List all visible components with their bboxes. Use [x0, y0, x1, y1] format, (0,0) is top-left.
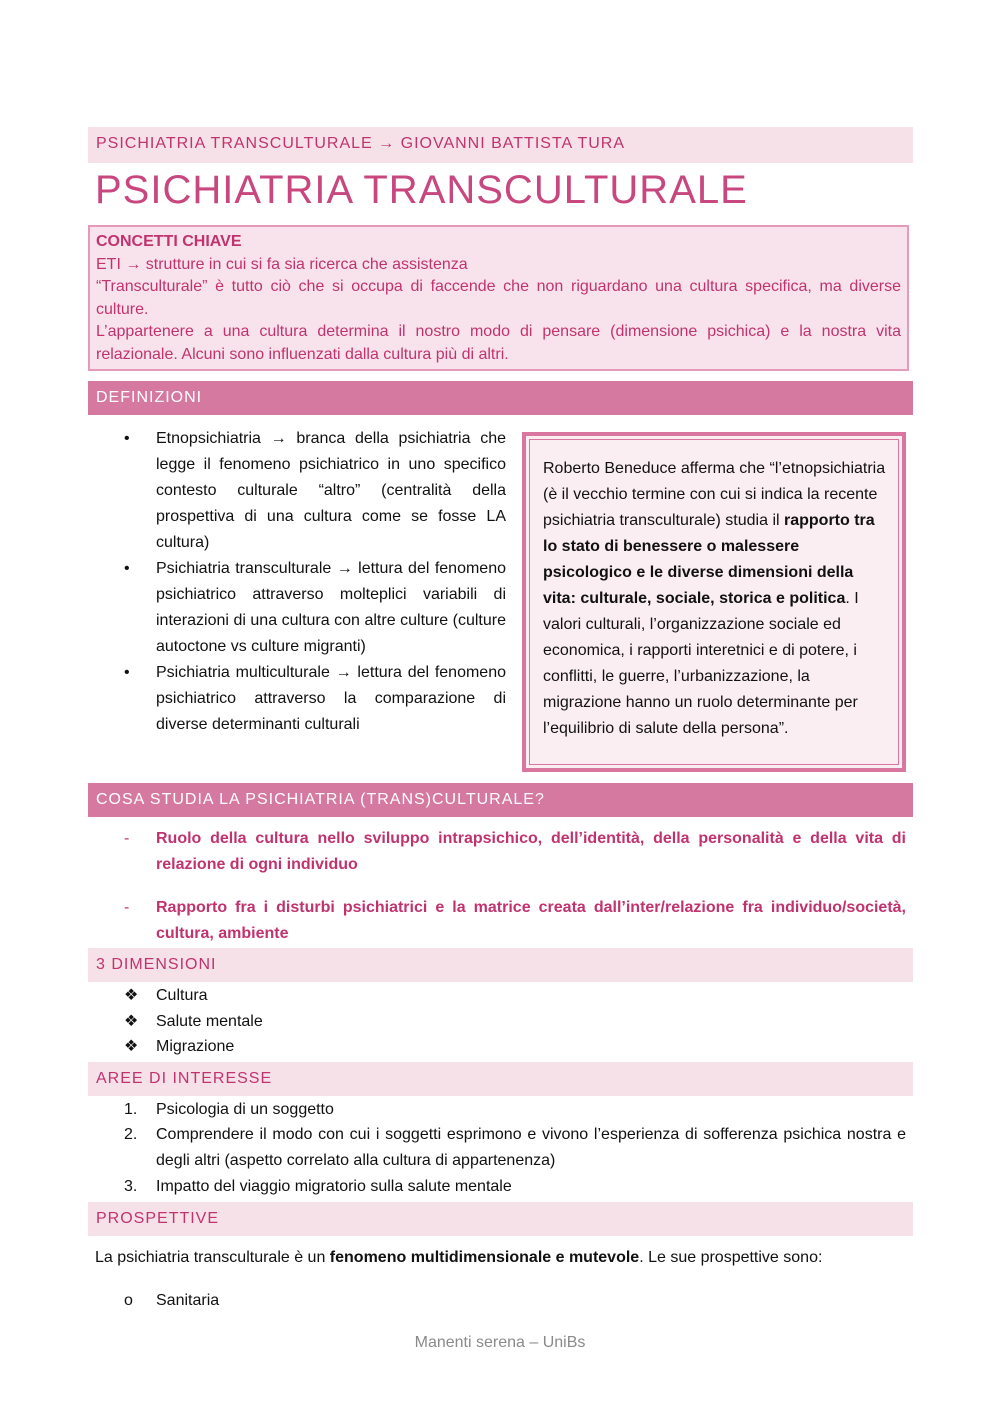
study-item-text: Ruolo della cultura nello sviluppo intrapsichico, dell’identità, della personalità e della vita di relazione di ogni individuo — [156, 830, 906, 873]
section-header-cosa-studia — [88, 783, 913, 817]
list-item — [120, 1009, 906, 1035]
diamond-bullet-icon: ❖ — [124, 987, 139, 1004]
list-number: 1. — [124, 1101, 138, 1118]
definition-text: Psichiatria transculturale → lettura del fenomeno psichiatrico attraverso molteplici variabili di interazioni di una cultura con altre culture (culture autoctone vs culture migranti) — [156, 560, 506, 655]
diamond-bullet-icon: ❖ — [124, 1013, 139, 1030]
section-heading: COSA STUDIA LA PSICHIATRIA (TRANS)CULTURALE? — [96, 791, 545, 808]
area-text: Impatto del viaggio migratorio sulla salute mentale — [156, 1178, 512, 1195]
area-text: Comprendere il modo con cui i soggetti esprimono e vivono l’esperienza di sofferenza psichica nostra e degli altri (aspetto correlato alla cultura di appartenenza) — [156, 1126, 906, 1169]
dash-icon: - — [124, 899, 130, 916]
bullet-icon: • — [124, 430, 130, 447]
footer: Manenti serena – UniBs — [414, 1334, 586, 1351]
list-item — [120, 426, 506, 556]
list-item — [120, 1097, 906, 1123]
dimension-text: Migrazione — [156, 1038, 235, 1055]
diamond-bullet-icon: ❖ — [124, 1038, 139, 1055]
perspective-text: Sanitaria — [156, 1292, 220, 1309]
list-item — [120, 1034, 906, 1060]
list-item — [120, 556, 506, 660]
breadcrumb — [88, 127, 913, 163]
definitions-list — [120, 426, 506, 738]
dash-icon: - — [124, 830, 130, 847]
list-item — [120, 983, 906, 1009]
breadcrumb-text: PSICHIATRIA TRANSCULTURALE → GIOVANNI BATTISTA TURA — [96, 135, 626, 152]
section-header-definizioni — [88, 381, 913, 415]
quote-text: Roberto Beneduce afferma che “l’etnopsichiatria (è il vecchio termine con cui si indica la recente psichiatria transculturale) studia il rapporto tra lo stato di benessere o malessere psicologico e le diverse dimensioni della vita: culturale, sociale, storica e politica. I valori culturali, l’organizzazione sociale ed economica, i rapporti interetnici e di potere, i conflitti, le guerre, l’urbanizzazione, la migrazione hanno un ruolo determinante per l’equilibrio di salute della persona”. — [543, 460, 886, 737]
list-item — [120, 826, 906, 878]
perspectives-intro: La psichiatria transculturale è un fenomeno multidimensionale e mutevole. Le sue prospettive sono: — [95, 1249, 823, 1266]
key-concept-line: ETI → strutture in cui si fa sia ricerca che assistenza — [96, 255, 468, 273]
key-concepts-heading: CONCETTI CHIAVE — [96, 233, 242, 250]
key-concept-line: L’appartenere a una cultura determina il nostro modo di pensare (dimensione psichica) e la nostra vita relazionale. Alcuni sono influenzati dalla cultura più di altri. — [96, 323, 901, 363]
circle-bullet-icon: o — [124, 1292, 133, 1309]
list-number: 2. — [124, 1126, 138, 1143]
section-header-dimensioni — [88, 948, 913, 982]
section-heading: 3 DIMENSIONI — [96, 956, 217, 973]
bullet-icon: • — [124, 664, 130, 681]
definition-text: Etnopsichiatria → branca della psichiatria che legge il fenomeno psichiatrico in uno specifico contesto culturale “altro” (centralità della prospettiva di una cultura come se fosse LA cultura) — [156, 430, 506, 551]
quote-box — [522, 432, 906, 772]
section-heading: PROSPETTIVE — [96, 1210, 220, 1227]
list-item — [120, 1122, 906, 1174]
key-concepts-box — [88, 225, 909, 371]
list-number: 3. — [124, 1178, 138, 1195]
dimension-text: Salute mentale — [156, 1013, 263, 1030]
list-item — [120, 1174, 906, 1200]
study-item-text: Rapporto fra i disturbi psichiatrici e la matrice creata dall’inter/relazione fra individuo/società, cultura, ambiente — [156, 899, 906, 942]
dimension-text: Cultura — [156, 987, 208, 1004]
key-concept-line: “Transculturale” è tutto ciò che si occupa di faccende che non riguardano una cultura specifica, ma diverse culture. — [96, 278, 901, 318]
area-text: Psicologia di un soggetto — [156, 1101, 334, 1118]
section-heading: AREE DI INTERESSE — [96, 1070, 273, 1087]
bullet-icon: • — [124, 560, 130, 577]
definition-text: Psichiatria multiculturale → lettura del fenomeno psichiatrico attraverso la comparazione di diverse determinanti culturali — [156, 664, 506, 733]
section-heading: DEFINIZIONI — [96, 389, 203, 406]
list-item — [120, 660, 506, 738]
page-title: PSICHIATRIA TRANSCULTURALE — [95, 168, 748, 212]
list-item — [120, 895, 906, 947]
section-header-aree — [88, 1062, 913, 1096]
list-item — [120, 1288, 906, 1314]
section-header-prospettive — [88, 1202, 913, 1236]
